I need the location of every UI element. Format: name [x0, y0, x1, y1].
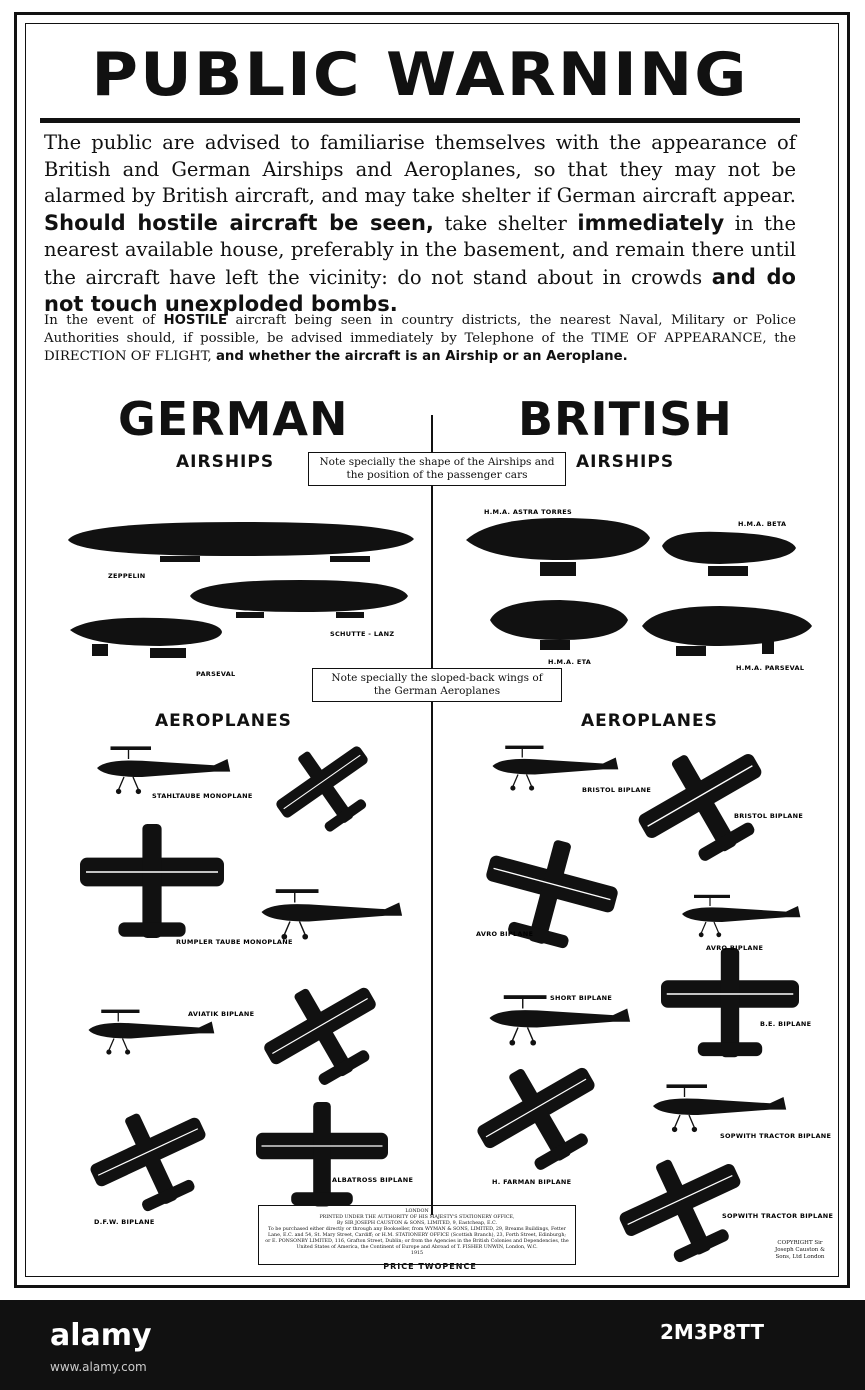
caption-farman: H. FARMAN BIPLANE — [492, 1178, 572, 1186]
note-bold-1: HOSTILE — [163, 313, 228, 328]
note-text-1: In the event of — [44, 313, 156, 328]
copyright-note: COPYRIGHT Sir Joseph Causton & Sons, Ltd London — [775, 1240, 825, 1260]
caption-bristol-1: BRISTOL BIPLANE — [582, 786, 652, 794]
caption-rumpler: RUMPLER TAUBE MONOPLANE — [176, 938, 293, 946]
farman-plane — [460, 1040, 619, 1189]
caption-astra-torres: H.M.A. ASTRA TORRES — [484, 508, 572, 516]
caption-parseval: PARSEVAL — [196, 670, 236, 678]
warning-text-2: take shelter — [444, 211, 567, 235]
caption-be: B.E. BIPLANE — [760, 1020, 812, 1028]
caption-british-parseval: H.M.A. PARSEVAL — [736, 664, 805, 672]
caption-eta: H.M.A. ETA — [548, 658, 592, 666]
imprint-line-4: To be purchased either directly or through any Bookseller, from WYMAN & SONS, LIMITED, 29, Breams Buildings, Fetter Lane, E.C. and 54, St. Mary Street, Cardiff; or H.M. STATIONERY OFFICE (Scottish Branch), 23, Forth Street, Edinburgh; or E. PONSONBY LIMITED, 116, Grafton Street, Dublin; or from the Agencies in the British Colonies and Dependencies, the United States of America, the Continent of Europe and Abroad of T. FISHER UNWIN, London, W.C. — [265, 1227, 569, 1250]
imprint-line-2: PRINTED UNDER THE AUTHORITY OF HIS MAJESTY'S STATIONERY OFFICE, — [319, 1215, 515, 1220]
german-airships-label: AIRSHIPS — [176, 452, 275, 472]
british-parseval-airship — [642, 606, 812, 656]
astra-torres-airship — [466, 518, 650, 576]
german-aeroplanes-label: AEROPLANES — [155, 711, 292, 731]
imprint-box — [258, 1205, 576, 1265]
alamy-logo: alamy — [50, 1318, 152, 1353]
parseval-airship — [70, 618, 222, 658]
warning-bold-2: immediately — [577, 210, 725, 235]
price-label: PRICE TWOPENCE — [383, 1262, 477, 1271]
imprint-line-5: 1915 — [410, 1251, 424, 1256]
german-heading: GERMAN — [118, 392, 349, 446]
stahltaube-plane-top — [261, 725, 391, 850]
caption-dfw: D.F.W. BIPLANE — [94, 1218, 155, 1226]
note-text-2: aircraft being seen in country districts, the nearest Naval, Military or Police Authorities should, if possible, be advised immediately by Telephone of the TIME OF APPEARANCE, the DIRECTION OF FLIGHT, — [44, 313, 796, 364]
imprint-line-3: By SIR JOSEPH CAUSTON & SONS, LIMITED, 9, Eastcheap, E.C. — [336, 1221, 498, 1226]
alamy-site: www.alamy.com — [50, 1360, 147, 1374]
stahltaube-plane — [97, 746, 230, 794]
british-aeroplanes-label: AEROPLANES — [581, 711, 718, 731]
dfw-plane — [77, 1090, 226, 1227]
aeroplanes-note-scroll: Note specially the sloped-back wings of the German Aeroplanes — [312, 668, 562, 702]
sopwith-plane-side — [653, 1084, 786, 1132]
rumpler-taube-plane — [80, 824, 224, 938]
caption-schutte-lanz: SCHUTTE - LANZ — [330, 630, 395, 638]
caption-aviatik: AVIATIK BIPLANE — [188, 1010, 255, 1018]
eta-airship — [490, 600, 628, 650]
caption-avro-1: AVRO BIPLANE — [476, 930, 534, 938]
airships-note-scroll: Note specially the shape of the Airships and the position of the passenger cars — [308, 452, 566, 486]
caption-sopwith-2: SOPWITH TRACTOR BIPLANE — [722, 1212, 834, 1220]
sopwith-plane-top — [605, 1135, 761, 1279]
warning-bold-3: and do not touch unexploded bombs. — [44, 264, 796, 316]
poster-title: PUBLIC WARNING — [91, 40, 749, 110]
caption-zeppelin: ZEPPELIN — [108, 572, 146, 580]
short-plane — [490, 995, 631, 1045]
caption-beta: H.M.A. BETA — [738, 520, 787, 528]
caption-sopwith-1: SOPWITH TRACTOR BIPLANE — [720, 1132, 832, 1140]
british-heading: BRITISH — [518, 392, 733, 446]
avro-plane-side — [682, 895, 800, 937]
image-id: 2M3P8TT — [660, 1320, 765, 1344]
caption-bristol-2: BRISTOL BIPLANE — [734, 812, 804, 820]
bristol-plane-side — [493, 746, 619, 791]
avro-plane-top — [473, 824, 628, 959]
beta-airship — [662, 532, 796, 576]
be-plane — [661, 948, 799, 1057]
aviatik-plane-top — [248, 961, 399, 1103]
warning-bold-1: Should hostile aircraft be seen, — [44, 210, 434, 235]
rumpler-taube-side — [262, 889, 403, 939]
caption-short: SHORT BIPLANE — [550, 994, 613, 1002]
imprint-line-1: LONDON — [405, 1209, 429, 1214]
zeppelin-airship — [68, 522, 414, 562]
british-airships-label: AIRSHIPS — [576, 452, 675, 472]
note-bold-2: and whether the aircraft is an Airship or an Aeroplane. — [215, 349, 628, 364]
caption-avro-2: AVRO BIPLANE — [706, 944, 764, 952]
warning-text-3: in the nearest available house, preferably in the basement, and remain there until the aircraft have left the vicinity: do not stand about in crowds — [44, 211, 797, 289]
caption-stahltaube-1: STAHLTAUBE MONOPLANE — [152, 792, 253, 800]
caption-albatross: ALBATROSS BIPLANE — [332, 1176, 414, 1184]
warning-text-1: The public are advised to familiarise themselves with the appearance of British and German Airships and Aeroplanes, so that they may not be alarmed by British aircraft, and may take shelter if German aircraft appear. — [44, 131, 796, 207]
schutte-lanz-airship — [190, 580, 408, 618]
albatross-plane — [256, 1102, 388, 1207]
bristol-plane-top — [621, 725, 788, 881]
